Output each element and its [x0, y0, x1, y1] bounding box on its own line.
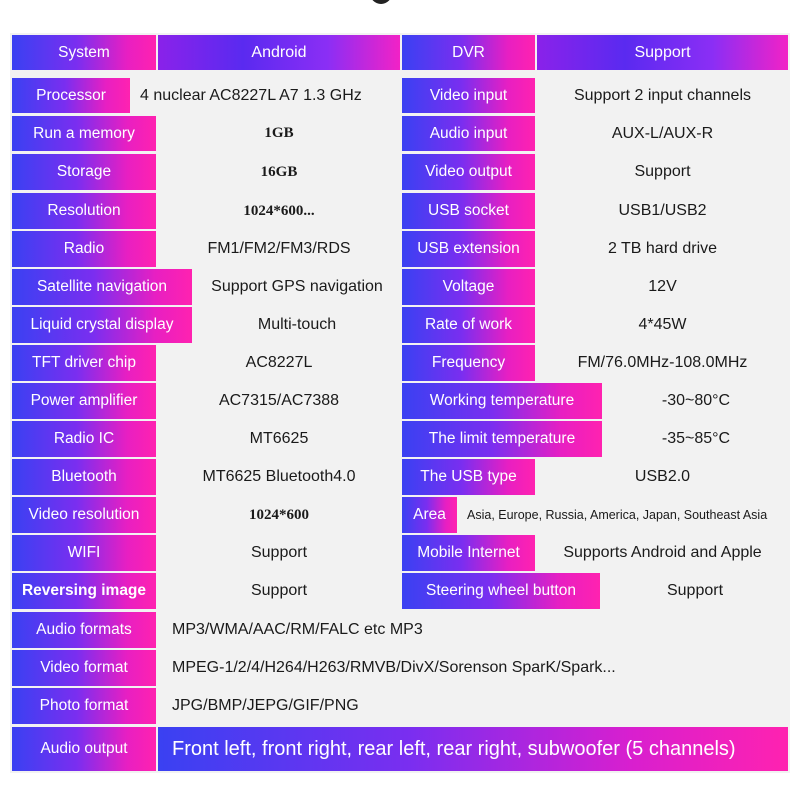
row-value-video-input: Support 2 input channels [537, 78, 788, 113]
row-value-storage: 16GB [158, 154, 400, 190]
row-label-audio-output: Audio output [12, 727, 156, 771]
row-label-usb-type: The USB type [402, 459, 535, 495]
row-label-power-amplifier: Power amplifier [12, 383, 156, 419]
row-value-usb-socket: USB1/USB2 [537, 193, 788, 229]
row-label-frequency: Frequency [402, 345, 535, 381]
row-label-storage: Storage [12, 154, 156, 190]
row-value-working-temperature: -30~80°C [604, 383, 788, 419]
row-value-radio: FM1/FM2/FM3/RDS [158, 231, 400, 267]
row-value-voltage: 12V [537, 269, 788, 305]
row-label-radio: Radio [12, 231, 156, 267]
row-value-audio-input: AUX-L/AUX-R [537, 116, 788, 151]
row-value-memory: 1GB [158, 116, 400, 151]
header-dvr-value: Support [537, 35, 788, 70]
row-label-video-output: Video output [402, 154, 535, 190]
row-value-mobile-internet: Supports Android and Apple [537, 535, 788, 571]
top-decoration [370, 0, 392, 4]
row-value-steering-wheel-button: Support [602, 573, 788, 609]
row-value-radio-ic: MT6625 [158, 421, 400, 457]
row-value-area: Asia, Europe, Russia, America, Japan, Southeast Asia [459, 497, 788, 533]
row-label-steering-wheel-button: Steering wheel button [402, 573, 600, 609]
row-value-resolution: 1024*600... [158, 193, 400, 229]
row-value-power-amplifier: AC7315/AC7388 [158, 383, 400, 419]
row-value-frequency: FM/76.0MHz-108.0MHz [537, 345, 788, 381]
row-value-video-format: MPEG-1/2/4/H264/H263/RMVB/DivX/Sorenson SparK/Spark... [158, 650, 788, 686]
header-dvr-label: DVR [402, 35, 535, 70]
row-label-video-resolution: Video resolution [12, 497, 156, 533]
row-label-satellite-navigation: Satellite navigation [12, 269, 192, 305]
row-value-lcd: Multi-touch [194, 307, 400, 343]
row-label-limit-temperature: The limit temperature [402, 421, 602, 457]
row-label-rate-of-work: Rate of work [402, 307, 535, 343]
row-value-audio-formats: MP3/WMA/AAC/RM/FALC etc MP3 [158, 612, 788, 648]
row-label-bluetooth: Bluetooth [12, 459, 156, 495]
row-label-wifi: WIFI [12, 535, 156, 571]
row-label-memory: Run a memory [12, 116, 156, 151]
header-system-value: Android [158, 35, 400, 70]
row-value-bluetooth: MT6625 Bluetooth4.0 [158, 459, 400, 495]
row-label-mobile-internet: Mobile Internet [402, 535, 535, 571]
header-system-label: System [12, 35, 156, 70]
row-value-usb-extension: 2 TB hard drive [537, 231, 788, 267]
row-label-tft-chip: TFT driver chip [12, 345, 156, 381]
row-label-voltage: Voltage [402, 269, 535, 305]
row-value-usb-type: USB2.0 [537, 459, 788, 495]
row-label-processor: Processor [12, 78, 130, 113]
row-label-video-format: Video format [12, 650, 156, 686]
row-value-limit-temperature: -35~85°C [604, 421, 788, 457]
row-value-tft-chip: AC8227L [158, 345, 400, 381]
row-label-usb-socket: USB socket [402, 193, 535, 229]
row-value-video-resolution: 1024*600 [158, 497, 400, 533]
row-label-radio-ic: Radio IC [12, 421, 156, 457]
row-value-processor: 4 nuclear AC8227L A7 1.3 GHz [132, 78, 400, 113]
row-value-satellite-navigation: Support GPS navigation [194, 269, 400, 305]
row-label-lcd: Liquid crystal display [12, 307, 192, 343]
row-label-video-input: Video input [402, 78, 535, 113]
row-value-rate-of-work: 4*45W [537, 307, 788, 343]
spec-table [10, 33, 790, 773]
row-value-video-output: Support [537, 154, 788, 190]
row-label-usb-extension: USB extension [402, 231, 535, 267]
row-value-audio-output: Front left, front right, rear left, rear right, subwoofer (5 channels) [158, 727, 788, 771]
row-label-area: Area [402, 497, 457, 533]
row-label-reversing-image: Reversing image [12, 573, 156, 609]
row-label-resolution: Resolution [12, 193, 156, 229]
row-label-photo-format: Photo format [12, 688, 156, 724]
row-label-audio-formats: Audio formats [12, 612, 156, 648]
row-value-wifi: Support [158, 535, 400, 571]
row-label-working-temperature: Working temperature [402, 383, 602, 419]
row-value-photo-format: JPG/BMP/JEPG/GIF/PNG [158, 688, 788, 724]
row-value-reversing-image: Support [158, 573, 400, 609]
row-label-audio-input: Audio input [402, 116, 535, 151]
